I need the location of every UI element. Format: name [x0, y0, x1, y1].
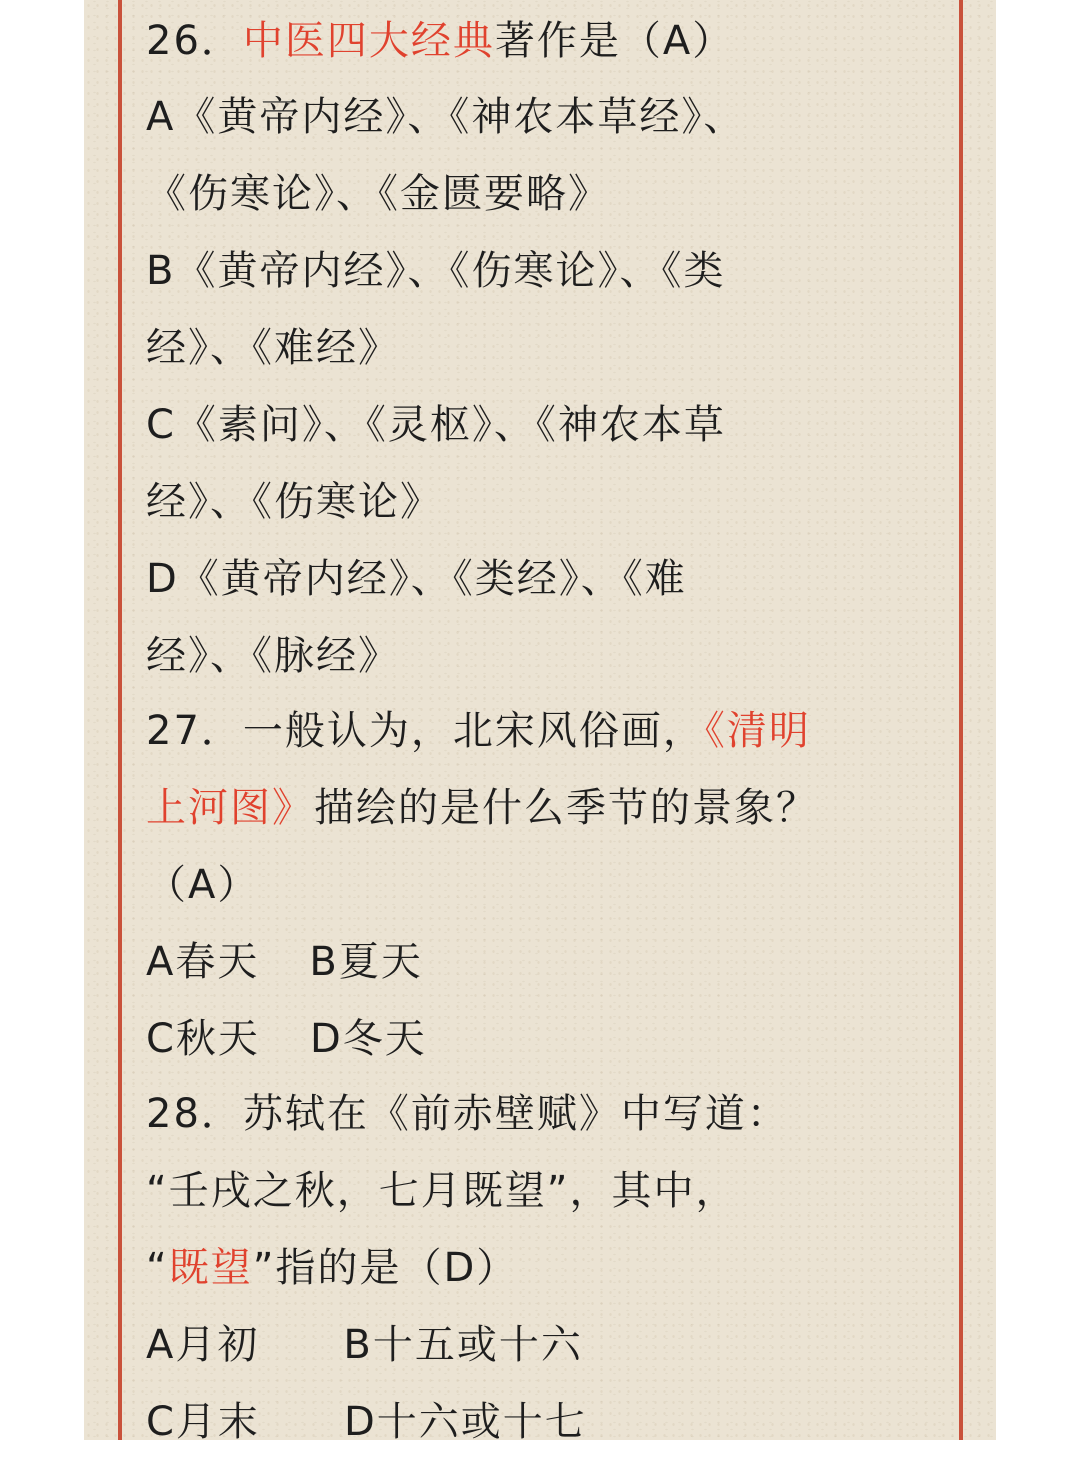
left-frame-border	[118, 0, 122, 1440]
q27-options-row2	[146, 1000, 427, 1078]
q27-options-row1	[146, 923, 423, 1001]
q27-stem-line1	[146, 692, 811, 770]
q27-option-c: C秋天	[146, 1016, 260, 1062]
q26-option-b-line1: B《黄帝内经》、《伤寒论》、《类	[146, 248, 726, 294]
q27-stem-part1: 一般认为，北宋风俗画，	[242, 708, 705, 754]
q27-stem-line2	[146, 769, 818, 847]
q26-stem	[146, 2, 734, 80]
q28-options-row1	[146, 1306, 583, 1384]
q26-number: 26．	[146, 18, 243, 64]
q26-option-c-line2: 经》、《伤寒论》	[146, 479, 442, 525]
q28-option-d: D十六或十七	[343, 1399, 587, 1445]
q28-option-a: A月初	[146, 1322, 260, 1368]
q27-stem-part2: 描绘的是什么季节的景象？	[314, 785, 818, 831]
q28-option-b: B十五或十六	[343, 1322, 583, 1368]
q28-quote-open: “	[146, 1245, 169, 1291]
q28-options-row2	[146, 1383, 587, 1461]
q28-stem-part1: 苏轼在《前赤壁赋》中写道：	[242, 1091, 789, 1137]
q26-stem-rest: 著作是（A）	[494, 18, 735, 64]
q26-option-a-line2: 《伤寒论》、《金匮要略》	[146, 171, 610, 217]
q27-number: 27．	[146, 708, 243, 754]
q26-option-d-line2: 经》、《脉经》	[146, 633, 400, 679]
q28-option-c: C月末	[146, 1399, 260, 1445]
q28-stem-line2: “壬戌之秋，七月既望”，其中，	[146, 1168, 738, 1214]
q28-stem-line3	[146, 1229, 518, 1307]
q27-highlight-part1: 《清明	[704, 708, 811, 754]
q26-option-b-line2: 经》、《难经》	[146, 325, 400, 371]
q28-highlight: 既望	[168, 1245, 253, 1291]
q26-option-a-line1: A《黄帝内经》、《神农本草经》、	[146, 94, 746, 140]
q27-answer: （A）	[146, 862, 260, 908]
q27-option-d: D冬天	[309, 1016, 427, 1062]
q27-highlight-part2: 上河图》	[146, 785, 314, 831]
q26-option-c-line1: C《素问》、《灵枢》、《神农本草	[146, 402, 726, 448]
right-frame-border	[959, 0, 963, 1440]
q28-stem-line1	[146, 1075, 789, 1153]
q26-highlight: 中医四大经典	[242, 18, 495, 64]
q27-option-b: B夏天	[309, 939, 423, 985]
q28-number: 28．	[146, 1091, 243, 1137]
q27-option-a: A春天	[146, 939, 260, 985]
q28-stem-part3: ”指的是（D）	[252, 1245, 519, 1291]
q26-option-d-line1: D《黄帝内经》、《类经》、《难	[146, 556, 687, 602]
